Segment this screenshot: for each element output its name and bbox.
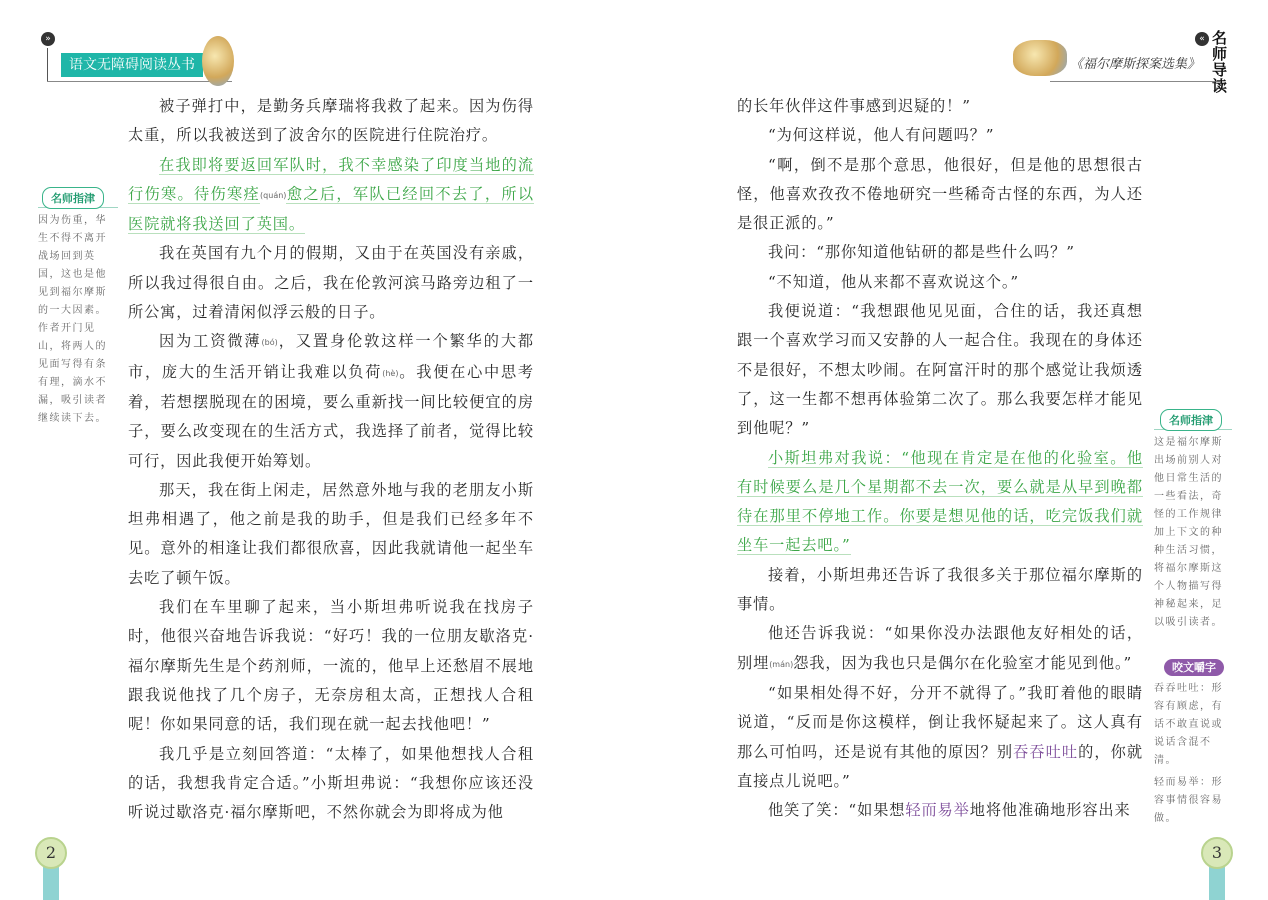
vocab-item: 吞吞吐吐：形容有顾虑，有话不敢直说或说话含混不清。 <box>1154 683 1223 766</box>
pinyin-annotation: (quán) <box>260 190 287 200</box>
text-run: 在我即将要返回军队时，我不幸感染了印度当地的流行伤寒。待伤寒痊 <box>128 155 534 203</box>
left-page-text <box>128 92 534 827</box>
right-sidebar-note <box>1154 411 1232 632</box>
text-run: 我几乎是立刻回答道：“太棒了，如果他想找人合租的话，我想我肯定合适。”小斯坦弗说：“我想你应该还没听说过歇洛克·福尔摩斯吧，不然你就会为即将成为他 <box>128 744 534 822</box>
text-run: 地将他准确地形容出来 <box>969 801 1131 820</box>
paragraph <box>128 476 534 593</box>
text-run: 的，你就直接点儿说吧。” <box>737 742 1143 790</box>
book-title: 《福尔摩斯探案选集》 <box>1070 57 1201 72</box>
chevron-right-icon: » <box>41 32 55 46</box>
paragraph <box>128 740 534 828</box>
highlighted-idiom: 吞吞吐吐 <box>1013 742 1079 761</box>
header-underline-right <box>1050 81 1220 82</box>
paragraph <box>737 121 1143 150</box>
pinyin-annotation: (hè) <box>382 368 399 378</box>
series-title: 语文无障碍阅读丛书 <box>61 53 203 77</box>
text-run: 那天，我在街上闲走，居然意外地与我的老朋友小斯坦弗相遇了，他之前是我的助手，但是我们已经多年不见。意外的相逢让我们都很欣喜，因此我就请他一起坐车去吃了顿午饭。 <box>128 480 534 587</box>
left-sidebar-note <box>38 189 118 428</box>
vocab-badge: 咬文嚼字 <box>1164 659 1224 676</box>
text-run: 我在英国有九个月的假期，又由于在英国没有亲戚，所以我过得很自由。之后，我在伦敦河滨马路旁边租了一所公寓，过着清闲似浮云般的日子。 <box>128 244 534 322</box>
paragraph <box>737 297 1143 443</box>
text-run: 。我便在心中思考着，若想摆脱现在的困境，要么重新找一间比较便宜的房子，要么改变现在的生活方式，我选择了前者，觉得比较可行，因此我便开始筹划。 <box>128 362 535 470</box>
text-run: 被子弹打中，是勤务兵摩瑞将我救了起来。因为伤得太重，所以我被送到了波舍尔的医院进行住院治疗。 <box>128 97 534 145</box>
highlighted-idiom: 轻而易举 <box>905 801 970 820</box>
teacher-tip-text: 这是福尔摩斯出场前别人对他日常生活的一些看法，奇怪的工作规律加上下文的种种生活习惯，将福尔摩斯这个人物描写得神秘起来，足以吸引读者。 <box>1154 437 1223 628</box>
portrait-emblem-icon <box>1013 40 1067 76</box>
paragraph <box>737 561 1143 620</box>
section-title: 名师导读 <box>1210 30 1228 94</box>
vocab-item: 轻而易举：形容事情很容易做。 <box>1154 777 1223 824</box>
text-run: 我便说道：“我想跟他见见面，合住的话，我还真想跟一个喜欢学习而又安静的人一起合住。我现在的身体还不是很好，不想太吵闹。在阿富汗时的那个感觉让我烦透了，这一生都不想再体验第二次了。那么我要怎样才能见到他呢？” <box>737 302 1143 438</box>
page-number-left: 2 <box>35 837 67 869</box>
paragraph <box>737 268 1143 297</box>
paragraph <box>128 92 534 151</box>
text-run: 他还告诉我说：“如果你没办法跟他友好相处的话，别埋 <box>737 624 1143 672</box>
paragraph <box>128 239 534 327</box>
teacher-tip-text: 因为伤重，华生不得不离开战场回到英国，这也是他见到福尔摩斯的一大因素。作者开门见山，将两人的见面写得有条有理，滴水不漏，吸引读者继续读下去。 <box>38 215 107 424</box>
paragraph <box>737 679 1143 796</box>
text-run: 愈之后，军队已经回不去了，所以医院就将我送回了英国。 <box>128 184 535 234</box>
paragraph <box>128 151 534 240</box>
vocab-note <box>1154 656 1232 828</box>
paragraph <box>737 92 1143 121</box>
header-underline-left <box>47 81 232 82</box>
text-run: 的长年伙伴这件事感到迟疑的！” <box>737 97 971 115</box>
paragraph <box>128 593 534 739</box>
paragraph <box>737 796 1143 825</box>
text-run: 因为工资微薄 <box>159 332 262 351</box>
page-number-right: 3 <box>1201 837 1233 869</box>
header-rule-left <box>47 48 48 82</box>
right-page-text <box>737 92 1143 825</box>
text-run: 接着，小斯坦弗还告诉了我很多关于那位福尔摩斯的事情。 <box>737 565 1143 614</box>
teacher-tip-badge <box>38 189 118 208</box>
paragraph <box>737 444 1143 561</box>
text-run: “如果相处得不好，分开不就得了。”我盯着他的眼睛说道，“反而是你这模样，倒让我怀疑起来了。这人真有那么可怕吗，还是说有其他的原因？别 <box>737 683 1143 761</box>
text-run: “啊，倒不是那个意思，他很好，但是他的思想很古怪，他喜欢孜孜不倦地研究一些稀奇古怪的东西，为人还是很正派的。” <box>737 155 1143 233</box>
text-run: 怨我，因为我也只是偶尔在化验室才能见到他。” <box>793 653 1133 672</box>
text-run: ，又置身伦敦这样一个繁华的大都市，庞大的生活开销让我难以负荷 <box>128 332 535 381</box>
pinyin-annotation: (bó) <box>261 338 278 348</box>
text-run: 我问：“那你知道他钻研的都是些什么吗？” <box>768 243 1075 262</box>
teacher-tip-label: 名师指津 <box>42 187 104 209</box>
paragraph <box>737 238 1143 267</box>
paragraph <box>737 619 1143 679</box>
pinyin-annotation: (mán) <box>769 659 794 669</box>
text-run: 小斯坦弗对我说：“他现在肯定是在他的化验室。他有时候要么是几个星期都不去一次，要么就是从早到晚都待在那里不停地工作。你要是想见他的话，吃完饭我们就坐车一起去吧。” <box>737 448 1143 555</box>
teacher-tip-label: 名师指津 <box>1160 409 1222 431</box>
text-run: “为何这样说，他人有问题吗？” <box>768 126 995 145</box>
text-run: 他笑了笑：“如果想 <box>768 801 906 820</box>
paragraph <box>128 327 534 475</box>
portrait-emblem-icon <box>202 36 234 86</box>
paragraph <box>737 151 1143 239</box>
text-run: 我们在车里聊了起来，当小斯坦弗听说我在找房子时，他很兴奋地告诉我说：“好巧！我的一位朋友歇洛克·福尔摩斯先生是个药剂师，一流的，他早上还愁眉不展地跟我说他找了几个房子，无奈房租太高，正想找人合租呢！你如果同意的话，我们现在就一起去找他吧！” <box>128 598 534 734</box>
teacher-tip-badge <box>1154 411 1232 430</box>
chevron-left-icon: « <box>1195 32 1209 46</box>
text-run: “不知道，他从来都不喜欢说这个。” <box>768 272 1020 291</box>
